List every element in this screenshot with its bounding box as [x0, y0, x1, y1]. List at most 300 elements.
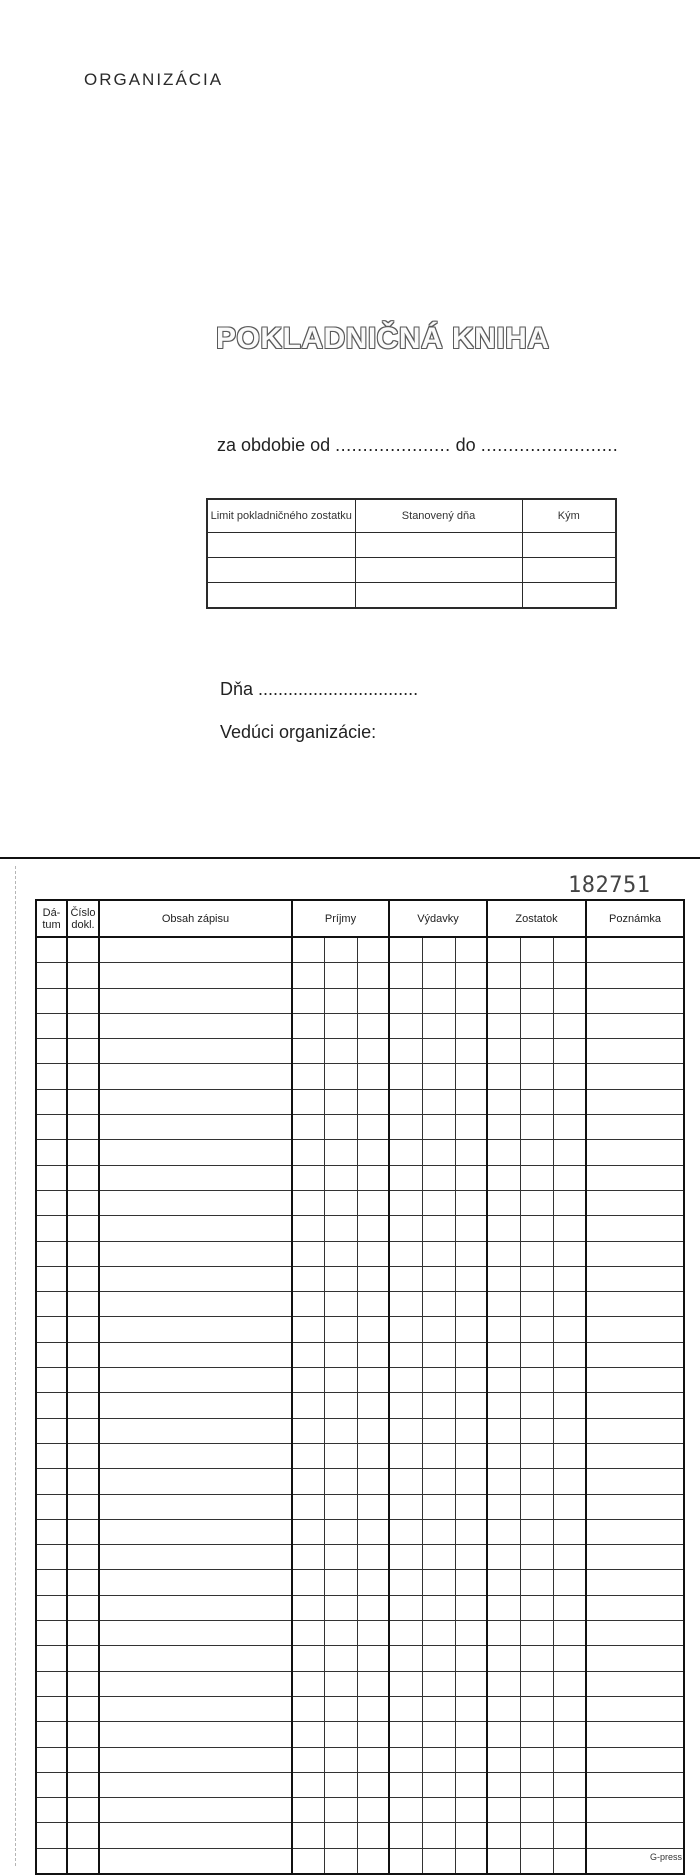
- ledger-cell-zostatok[interactable]: [487, 1064, 520, 1089]
- ledger-cell-zostatok[interactable]: [487, 1671, 520, 1696]
- ledger-cell-zostatok[interactable]: [487, 1039, 520, 1064]
- limit-table-cell[interactable]: [522, 533, 616, 558]
- ledger-cell-prijmy[interactable]: [292, 1772, 324, 1797]
- ledger-cell-poznamka[interactable]: [586, 1190, 684, 1215]
- ledger-cell-zostatok[interactable]: [553, 1342, 586, 1367]
- ledger-cell-vydavky[interactable]: [455, 963, 487, 988]
- ledger-cell-cislo[interactable]: [67, 1216, 99, 1241]
- ledger-cell-vydavky[interactable]: [455, 1115, 487, 1140]
- ledger-cell-zostatok[interactable]: [520, 1545, 553, 1570]
- ledger-cell-cislo[interactable]: [67, 1494, 99, 1519]
- ledger-cell-prijmy[interactable]: [324, 1772, 357, 1797]
- ledger-cell-cislo[interactable]: [67, 1165, 99, 1190]
- ledger-cell-obsah[interactable]: [99, 1595, 292, 1620]
- ledger-cell-datum[interactable]: [36, 1115, 67, 1140]
- ledger-cell-zostatok[interactable]: [553, 1165, 586, 1190]
- ledger-cell-vydavky[interactable]: [455, 1368, 487, 1393]
- ledger-cell-datum[interactable]: [36, 1747, 67, 1772]
- ledger-cell-vydavky[interactable]: [422, 1241, 455, 1266]
- ledger-cell-prijmy[interactable]: [324, 963, 357, 988]
- ledger-cell-zostatok[interactable]: [553, 1418, 586, 1443]
- ledger-cell-vydavky[interactable]: [422, 1823, 455, 1848]
- ledger-cell-zostatok[interactable]: [553, 988, 586, 1013]
- ledger-cell-vydavky[interactable]: [389, 1772, 422, 1797]
- ledger-cell-zostatok[interactable]: [553, 1747, 586, 1772]
- date-field[interactable]: ................................: [258, 679, 419, 699]
- ledger-cell-prijmy[interactable]: [292, 1317, 324, 1342]
- ledger-cell-vydavky[interactable]: [389, 1621, 422, 1646]
- ledger-cell-zostatok[interactable]: [520, 1519, 553, 1544]
- ledger-cell-datum[interactable]: [36, 1190, 67, 1215]
- ledger-cell-prijmy[interactable]: [324, 1418, 357, 1443]
- ledger-cell-prijmy[interactable]: [292, 1469, 324, 1494]
- ledger-cell-zostatok[interactable]: [487, 1848, 520, 1874]
- ledger-cell-poznamka[interactable]: [586, 1443, 684, 1468]
- ledger-cell-obsah[interactable]: [99, 1848, 292, 1874]
- limit-table-cell[interactable]: [355, 533, 522, 558]
- ledger-cell-poznamka[interactable]: [586, 1545, 684, 1570]
- ledger-cell-vydavky[interactable]: [422, 1671, 455, 1696]
- ledger-cell-prijmy[interactable]: [324, 1165, 357, 1190]
- ledger-cell-datum[interactable]: [36, 1317, 67, 1342]
- ledger-cell-vydavky[interactable]: [422, 1595, 455, 1620]
- ledger-cell-obsah[interactable]: [99, 1671, 292, 1696]
- ledger-cell-prijmy[interactable]: [324, 1216, 357, 1241]
- ledger-cell-vydavky[interactable]: [422, 1266, 455, 1291]
- period-to-field[interactable]: .........................: [480, 435, 619, 455]
- ledger-cell-zostatok[interactable]: [487, 1545, 520, 1570]
- ledger-cell-prijmy[interactable]: [324, 1848, 357, 1874]
- ledger-cell-zostatok[interactable]: [553, 1646, 586, 1671]
- ledger-cell-prijmy[interactable]: [324, 1570, 357, 1595]
- ledger-cell-prijmy[interactable]: [324, 1798, 357, 1823]
- ledger-cell-prijmy[interactable]: [357, 1039, 389, 1064]
- ledger-cell-poznamka[interactable]: [586, 1595, 684, 1620]
- ledger-cell-prijmy[interactable]: [357, 1671, 389, 1696]
- ledger-cell-prijmy[interactable]: [292, 1418, 324, 1443]
- ledger-cell-vydavky[interactable]: [422, 1722, 455, 1747]
- ledger-cell-datum[interactable]: [36, 1064, 67, 1089]
- ledger-cell-obsah[interactable]: [99, 1621, 292, 1646]
- ledger-cell-prijmy[interactable]: [357, 1089, 389, 1114]
- ledger-cell-prijmy[interactable]: [357, 1317, 389, 1342]
- ledger-cell-prijmy[interactable]: [357, 1747, 389, 1772]
- ledger-cell-datum[interactable]: [36, 1545, 67, 1570]
- ledger-cell-prijmy[interactable]: [324, 937, 357, 963]
- ledger-cell-vydavky[interactable]: [455, 1494, 487, 1519]
- ledger-cell-prijmy[interactable]: [292, 988, 324, 1013]
- ledger-cell-vydavky[interactable]: [389, 1140, 422, 1165]
- ledger-cell-prijmy[interactable]: [292, 1519, 324, 1544]
- ledger-cell-vydavky[interactable]: [422, 1115, 455, 1140]
- ledger-cell-prijmy[interactable]: [324, 988, 357, 1013]
- ledger-cell-zostatok[interactable]: [487, 1621, 520, 1646]
- ledger-cell-prijmy[interactable]: [357, 1621, 389, 1646]
- limit-table-cell[interactable]: [207, 583, 355, 609]
- ledger-cell-prijmy[interactable]: [292, 1140, 324, 1165]
- ledger-cell-zostatok[interactable]: [553, 937, 586, 963]
- ledger-cell-vydavky[interactable]: [422, 1519, 455, 1544]
- ledger-cell-vydavky[interactable]: [389, 1696, 422, 1721]
- ledger-cell-zostatok[interactable]: [520, 1064, 553, 1089]
- ledger-cell-vydavky[interactable]: [455, 1595, 487, 1620]
- ledger-cell-zostatok[interactable]: [553, 1317, 586, 1342]
- limit-table-cell[interactable]: [355, 583, 522, 609]
- ledger-cell-zostatok[interactable]: [553, 1292, 586, 1317]
- ledger-cell-prijmy[interactable]: [357, 988, 389, 1013]
- ledger-cell-zostatok[interactable]: [553, 1064, 586, 1089]
- ledger-cell-cislo[interactable]: [67, 1646, 99, 1671]
- ledger-cell-prijmy[interactable]: [292, 1241, 324, 1266]
- ledger-cell-zostatok[interactable]: [520, 1266, 553, 1291]
- ledger-cell-datum[interactable]: [36, 963, 67, 988]
- ledger-cell-obsah[interactable]: [99, 1772, 292, 1797]
- ledger-cell-zostatok[interactable]: [487, 1772, 520, 1797]
- ledger-cell-vydavky[interactable]: [422, 1696, 455, 1721]
- ledger-cell-obsah[interactable]: [99, 1747, 292, 1772]
- ledger-cell-vydavky[interactable]: [389, 1519, 422, 1544]
- ledger-cell-cislo[interactable]: [67, 1595, 99, 1620]
- ledger-cell-prijmy[interactable]: [357, 1241, 389, 1266]
- ledger-cell-datum[interactable]: [36, 1089, 67, 1114]
- ledger-cell-vydavky[interactable]: [389, 1671, 422, 1696]
- ledger-cell-cislo[interactable]: [67, 1190, 99, 1215]
- ledger-cell-datum[interactable]: [36, 1595, 67, 1620]
- ledger-cell-prijmy[interactable]: [357, 1823, 389, 1848]
- ledger-cell-poznamka[interactable]: [586, 1570, 684, 1595]
- ledger-cell-zostatok[interactable]: [553, 1013, 586, 1038]
- ledger-cell-zostatok[interactable]: [520, 937, 553, 963]
- ledger-cell-vydavky[interactable]: [389, 1342, 422, 1367]
- ledger-cell-cislo[interactable]: [67, 1747, 99, 1772]
- ledger-cell-obsah[interactable]: [99, 1064, 292, 1089]
- ledger-cell-zostatok[interactable]: [520, 1342, 553, 1367]
- ledger-cell-vydavky[interactable]: [422, 1418, 455, 1443]
- ledger-cell-vydavky[interactable]: [422, 1621, 455, 1646]
- ledger-cell-zostatok[interactable]: [487, 1241, 520, 1266]
- ledger-cell-cislo[interactable]: [67, 1621, 99, 1646]
- ledger-cell-zostatok[interactable]: [487, 1089, 520, 1114]
- ledger-cell-cislo[interactable]: [67, 1848, 99, 1874]
- ledger-cell-zostatok[interactable]: [520, 1848, 553, 1874]
- ledger-cell-vydavky[interactable]: [455, 1039, 487, 1064]
- ledger-cell-vydavky[interactable]: [389, 1646, 422, 1671]
- ledger-cell-vydavky[interactable]: [455, 1621, 487, 1646]
- ledger-cell-obsah[interactable]: [99, 1292, 292, 1317]
- ledger-cell-vydavky[interactable]: [422, 1747, 455, 1772]
- ledger-cell-prijmy[interactable]: [324, 1469, 357, 1494]
- ledger-cell-vydavky[interactable]: [455, 1266, 487, 1291]
- ledger-cell-zostatok[interactable]: [553, 1393, 586, 1418]
- ledger-cell-zostatok[interactable]: [520, 1671, 553, 1696]
- ledger-cell-poznamka[interactable]: [586, 937, 684, 963]
- ledger-cell-vydavky[interactable]: [455, 1089, 487, 1114]
- ledger-cell-cislo[interactable]: [67, 1039, 99, 1064]
- ledger-cell-vydavky[interactable]: [455, 1646, 487, 1671]
- ledger-cell-vydavky[interactable]: [455, 1190, 487, 1215]
- ledger-cell-poznamka[interactable]: [586, 1519, 684, 1544]
- ledger-cell-vydavky[interactable]: [422, 1368, 455, 1393]
- ledger-cell-prijmy[interactable]: [357, 1570, 389, 1595]
- ledger-cell-prijmy[interactable]: [324, 1064, 357, 1089]
- ledger-cell-prijmy[interactable]: [292, 1621, 324, 1646]
- ledger-cell-vydavky[interactable]: [389, 1013, 422, 1038]
- ledger-cell-poznamka[interactable]: [586, 1292, 684, 1317]
- ledger-cell-zostatok[interactable]: [553, 1115, 586, 1140]
- ledger-cell-cislo[interactable]: [67, 1823, 99, 1848]
- ledger-cell-vydavky[interactable]: [422, 1140, 455, 1165]
- ledger-cell-datum[interactable]: [36, 1696, 67, 1721]
- ledger-cell-prijmy[interactable]: [292, 1266, 324, 1291]
- ledger-cell-prijmy[interactable]: [357, 1545, 389, 1570]
- ledger-cell-prijmy[interactable]: [357, 1115, 389, 1140]
- ledger-cell-zostatok[interactable]: [487, 1190, 520, 1215]
- ledger-cell-vydavky[interactable]: [389, 1064, 422, 1089]
- ledger-cell-obsah[interactable]: [99, 1241, 292, 1266]
- ledger-cell-zostatok[interactable]: [520, 1013, 553, 1038]
- ledger-cell-poznamka[interactable]: [586, 1823, 684, 1848]
- ledger-cell-zostatok[interactable]: [487, 1469, 520, 1494]
- ledger-cell-poznamka[interactable]: [586, 988, 684, 1013]
- ledger-cell-vydavky[interactable]: [389, 1089, 422, 1114]
- ledger-cell-vydavky[interactable]: [455, 1393, 487, 1418]
- ledger-cell-zostatok[interactable]: [520, 1595, 553, 1620]
- ledger-cell-cislo[interactable]: [67, 1545, 99, 1570]
- ledger-cell-cislo[interactable]: [67, 1443, 99, 1468]
- ledger-cell-poznamka[interactable]: [586, 1722, 684, 1747]
- ledger-cell-datum[interactable]: [36, 988, 67, 1013]
- ledger-cell-prijmy[interactable]: [357, 1595, 389, 1620]
- ledger-cell-datum[interactable]: [36, 1519, 67, 1544]
- ledger-cell-vydavky[interactable]: [422, 1089, 455, 1114]
- ledger-cell-zostatok[interactable]: [520, 1165, 553, 1190]
- ledger-cell-datum[interactable]: [36, 1013, 67, 1038]
- ledger-cell-prijmy[interactable]: [324, 1266, 357, 1291]
- ledger-cell-cislo[interactable]: [67, 1317, 99, 1342]
- ledger-cell-prijmy[interactable]: [292, 1393, 324, 1418]
- ledger-cell-zostatok[interactable]: [520, 1798, 553, 1823]
- ledger-cell-prijmy[interactable]: [357, 963, 389, 988]
- ledger-cell-zostatok[interactable]: [553, 1368, 586, 1393]
- ledger-cell-prijmy[interactable]: [357, 1798, 389, 1823]
- ledger-cell-vydavky[interactable]: [422, 1013, 455, 1038]
- ledger-cell-vydavky[interactable]: [455, 1823, 487, 1848]
- ledger-cell-zostatok[interactable]: [553, 1621, 586, 1646]
- ledger-cell-datum[interactable]: [36, 1798, 67, 1823]
- ledger-cell-vydavky[interactable]: [455, 1216, 487, 1241]
- ledger-cell-vydavky[interactable]: [389, 963, 422, 988]
- ledger-cell-datum[interactable]: [36, 1216, 67, 1241]
- ledger-cell-obsah[interactable]: [99, 1216, 292, 1241]
- ledger-cell-zostatok[interactable]: [520, 1418, 553, 1443]
- ledger-cell-datum[interactable]: [36, 1646, 67, 1671]
- ledger-cell-prijmy[interactable]: [357, 1190, 389, 1215]
- ledger-cell-vydavky[interactable]: [455, 1443, 487, 1468]
- ledger-cell-obsah[interactable]: [99, 1519, 292, 1544]
- ledger-cell-cislo[interactable]: [67, 1798, 99, 1823]
- ledger-cell-prijmy[interactable]: [357, 1165, 389, 1190]
- ledger-cell-vydavky[interactable]: [389, 1216, 422, 1241]
- ledger-cell-cislo[interactable]: [67, 1013, 99, 1038]
- ledger-cell-vydavky[interactable]: [455, 1469, 487, 1494]
- ledger-cell-zostatok[interactable]: [520, 963, 553, 988]
- ledger-cell-vydavky[interactable]: [389, 1848, 422, 1874]
- ledger-cell-vydavky[interactable]: [455, 1772, 487, 1797]
- ledger-cell-obsah[interactable]: [99, 1443, 292, 1468]
- ledger-cell-zostatok[interactable]: [553, 1241, 586, 1266]
- ledger-cell-datum[interactable]: [36, 1469, 67, 1494]
- ledger-cell-obsah[interactable]: [99, 1823, 292, 1848]
- ledger-cell-zostatok[interactable]: [520, 1317, 553, 1342]
- ledger-cell-zostatok[interactable]: [487, 1418, 520, 1443]
- ledger-cell-zostatok[interactable]: [520, 1039, 553, 1064]
- ledger-cell-zostatok[interactable]: [487, 1696, 520, 1721]
- ledger-cell-cislo[interactable]: [67, 1418, 99, 1443]
- ledger-cell-vydavky[interactable]: [389, 1570, 422, 1595]
- ledger-cell-cislo[interactable]: [67, 1469, 99, 1494]
- ledger-cell-datum[interactable]: [36, 1621, 67, 1646]
- ledger-cell-poznamka[interactable]: [586, 1216, 684, 1241]
- ledger-cell-zostatok[interactable]: [487, 1570, 520, 1595]
- ledger-cell-zostatok[interactable]: [487, 1747, 520, 1772]
- ledger-cell-poznamka[interactable]: [586, 1747, 684, 1772]
- ledger-cell-zostatok[interactable]: [487, 1393, 520, 1418]
- ledger-cell-obsah[interactable]: [99, 1798, 292, 1823]
- ledger-cell-datum[interactable]: [36, 1494, 67, 1519]
- ledger-cell-zostatok[interactable]: [553, 1266, 586, 1291]
- ledger-cell-zostatok[interactable]: [520, 1216, 553, 1241]
- ledger-cell-vydavky[interactable]: [389, 937, 422, 963]
- ledger-cell-vydavky[interactable]: [389, 1823, 422, 1848]
- ledger-cell-prijmy[interactable]: [292, 1368, 324, 1393]
- ledger-cell-obsah[interactable]: [99, 1013, 292, 1038]
- ledger-cell-prijmy[interactable]: [357, 1064, 389, 1089]
- ledger-cell-zostatok[interactable]: [487, 1798, 520, 1823]
- ledger-cell-cislo[interactable]: [67, 937, 99, 963]
- ledger-cell-vydavky[interactable]: [455, 1292, 487, 1317]
- ledger-cell-obsah[interactable]: [99, 1696, 292, 1721]
- ledger-cell-datum[interactable]: [36, 1292, 67, 1317]
- ledger-cell-vydavky[interactable]: [422, 1190, 455, 1215]
- ledger-cell-zostatok[interactable]: [487, 988, 520, 1013]
- ledger-cell-datum[interactable]: [36, 1722, 67, 1747]
- ledger-cell-prijmy[interactable]: [292, 1115, 324, 1140]
- ledger-cell-zostatok[interactable]: [487, 1595, 520, 1620]
- ledger-cell-zostatok[interactable]: [487, 1443, 520, 1468]
- ledger-cell-prijmy[interactable]: [324, 1621, 357, 1646]
- ledger-cell-poznamka[interactable]: [586, 1798, 684, 1823]
- ledger-cell-poznamka[interactable]: [586, 1494, 684, 1519]
- ledger-cell-prijmy[interactable]: [324, 1317, 357, 1342]
- ledger-cell-prijmy[interactable]: [357, 1772, 389, 1797]
- ledger-cell-vydavky[interactable]: [389, 1317, 422, 1342]
- ledger-cell-vydavky[interactable]: [422, 1317, 455, 1342]
- ledger-cell-zostatok[interactable]: [553, 963, 586, 988]
- ledger-cell-zostatok[interactable]: [553, 1039, 586, 1064]
- ledger-cell-cislo[interactable]: [67, 1292, 99, 1317]
- ledger-cell-prijmy[interactable]: [292, 1570, 324, 1595]
- ledger-cell-prijmy[interactable]: [357, 1393, 389, 1418]
- ledger-cell-vydavky[interactable]: [422, 1342, 455, 1367]
- ledger-cell-vydavky[interactable]: [422, 1165, 455, 1190]
- ledger-cell-poznamka[interactable]: [586, 963, 684, 988]
- ledger-cell-prijmy[interactable]: [324, 1671, 357, 1696]
- ledger-cell-obsah[interactable]: [99, 1140, 292, 1165]
- ledger-cell-zostatok[interactable]: [520, 1393, 553, 1418]
- ledger-cell-prijmy[interactable]: [324, 1646, 357, 1671]
- ledger-cell-poznamka[interactable]: [586, 1089, 684, 1114]
- ledger-cell-zostatok[interactable]: [520, 1469, 553, 1494]
- ledger-cell-prijmy[interactable]: [324, 1241, 357, 1266]
- ledger-cell-cislo[interactable]: [67, 1089, 99, 1114]
- ledger-cell-cislo[interactable]: [67, 1342, 99, 1367]
- ledger-cell-vydavky[interactable]: [422, 1545, 455, 1570]
- ledger-cell-vydavky[interactable]: [389, 1241, 422, 1266]
- ledger-cell-poznamka[interactable]: [586, 1621, 684, 1646]
- ledger-cell-prijmy[interactable]: [324, 1140, 357, 1165]
- ledger-cell-prijmy[interactable]: [324, 1519, 357, 1544]
- ledger-cell-prijmy[interactable]: [357, 1292, 389, 1317]
- ledger-cell-vydavky[interactable]: [422, 988, 455, 1013]
- limit-table-cell[interactable]: [207, 558, 355, 583]
- ledger-cell-prijmy[interactable]: [324, 1393, 357, 1418]
- ledger-cell-cislo[interactable]: [67, 1064, 99, 1089]
- ledger-cell-poznamka[interactable]: [586, 1013, 684, 1038]
- ledger-cell-zostatok[interactable]: [487, 1519, 520, 1544]
- ledger-cell-prijmy[interactable]: [357, 1722, 389, 1747]
- ledger-cell-prijmy[interactable]: [357, 1342, 389, 1367]
- ledger-cell-obsah[interactable]: [99, 937, 292, 963]
- ledger-cell-zostatok[interactable]: [520, 1621, 553, 1646]
- limit-table-cell[interactable]: [355, 558, 522, 583]
- ledger-cell-prijmy[interactable]: [324, 1595, 357, 1620]
- ledger-cell-zostatok[interactable]: [553, 1140, 586, 1165]
- ledger-cell-vydavky[interactable]: [422, 1393, 455, 1418]
- ledger-cell-vydavky[interactable]: [422, 1469, 455, 1494]
- ledger-cell-datum[interactable]: [36, 1772, 67, 1797]
- ledger-cell-prijmy[interactable]: [292, 963, 324, 988]
- ledger-cell-zostatok[interactable]: [487, 1013, 520, 1038]
- ledger-cell-poznamka[interactable]: [586, 1671, 684, 1696]
- ledger-cell-vydavky[interactable]: [422, 1443, 455, 1468]
- ledger-cell-prijmy[interactable]: [292, 1671, 324, 1696]
- ledger-cell-prijmy[interactable]: [292, 1848, 324, 1874]
- ledger-cell-prijmy[interactable]: [324, 1443, 357, 1468]
- ledger-cell-cislo[interactable]: [67, 1393, 99, 1418]
- ledger-cell-zostatok[interactable]: [520, 1190, 553, 1215]
- ledger-cell-vydavky[interactable]: [455, 988, 487, 1013]
- ledger-cell-vydavky[interactable]: [389, 1722, 422, 1747]
- ledger-cell-datum[interactable]: [36, 1570, 67, 1595]
- ledger-cell-prijmy[interactable]: [324, 1545, 357, 1570]
- ledger-cell-zostatok[interactable]: [553, 1545, 586, 1570]
- ledger-cell-zostatok[interactable]: [553, 1772, 586, 1797]
- limit-table-cell[interactable]: [522, 583, 616, 609]
- ledger-cell-prijmy[interactable]: [324, 1342, 357, 1367]
- ledger-cell-prijmy[interactable]: [357, 1469, 389, 1494]
- ledger-cell-zostatok[interactable]: [487, 1823, 520, 1848]
- ledger-cell-prijmy[interactable]: [324, 1039, 357, 1064]
- ledger-cell-prijmy[interactable]: [292, 1064, 324, 1089]
- ledger-cell-poznamka[interactable]: [586, 1165, 684, 1190]
- ledger-cell-datum[interactable]: [36, 1671, 67, 1696]
- ledger-cell-vydavky[interactable]: [455, 1519, 487, 1544]
- ledger-cell-vydavky[interactable]: [422, 1798, 455, 1823]
- ledger-cell-obsah[interactable]: [99, 1570, 292, 1595]
- ledger-cell-obsah[interactable]: [99, 1368, 292, 1393]
- ledger-cell-vydavky[interactable]: [455, 1241, 487, 1266]
- ledger-cell-prijmy[interactable]: [324, 1722, 357, 1747]
